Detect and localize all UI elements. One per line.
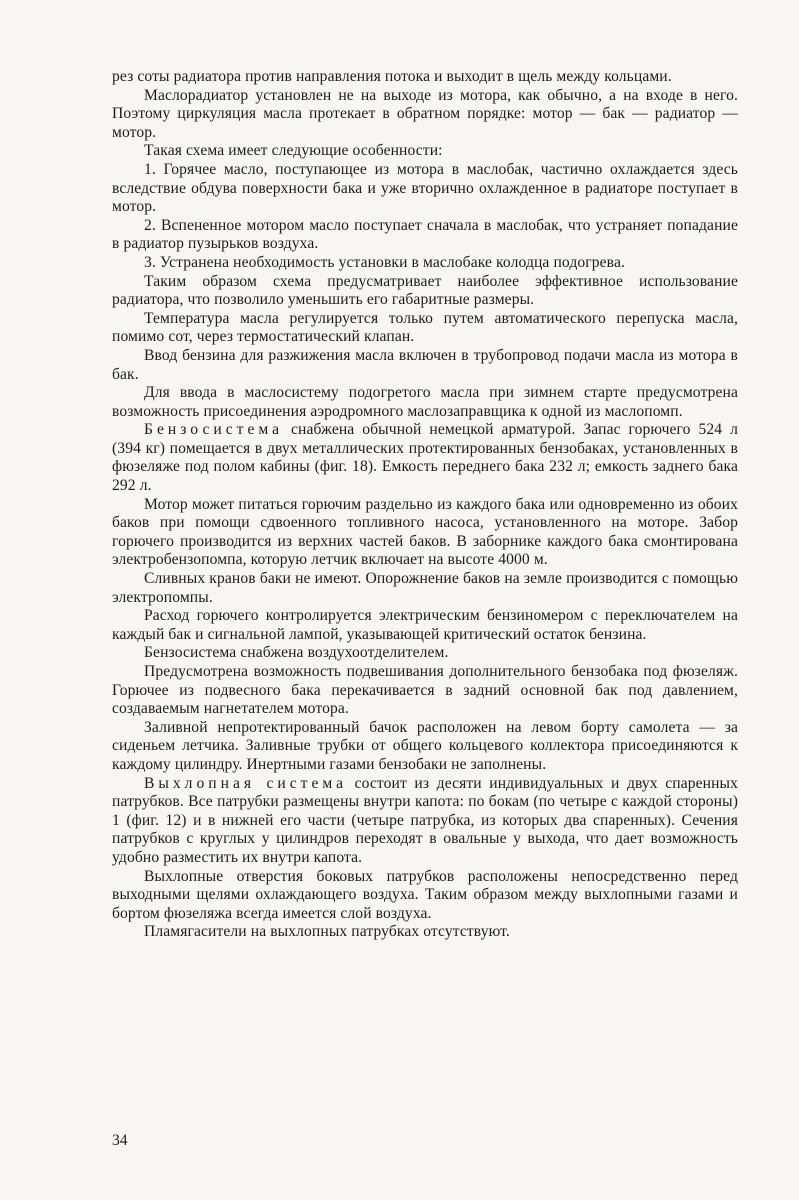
paragraph: Температура масла регулируется только путем автоматического перепуска масла, помимо сот, через термостатический клапан. [112,309,738,346]
paragraph: Пламягасители на выхлопных патрубках отсутствуют. [144,923,510,941]
paragraph: 3. Устранена необходимость установки в маслобаке колодца подогрева. [144,253,625,271]
section-lead: Бензосистема [144,421,284,439]
paragraph: Такая схема имеет следующие особенности: [144,142,443,160]
paragraph: Бензосистема снабжена обычной немецкой арматурой. Запас горючего 524 л (394 кг) помещается в двух металлических протектированных бензобаках, установленных в фюзеляже под полом кабины (фиг. 18). Емкость переднего бака 232 л; емкость заднего бака 292 л. [112,421,738,495]
paragraph: Мотор может питаться горючим раздельно из каждого бака или одновременно из обоих баков при помощи сдвоенного топливного насоса, установленного на моторе. Забор горючего производится из верхних частей баков. В заборнике каждого бака смонтирована электробензопомпа, которую летчик включает на высоте 4000 м. [112,495,738,569]
paragraph: Бензосистема снабжена воздухоотделителем. [144,644,449,662]
paragraph: 2. Вспененное мотором масло поступает сначала в маслобак, что устраняет попадание в радиатор пузырьков воздуха. [112,216,738,253]
section-lead: Выхлопная система [144,774,348,792]
page-number: 34 [112,1132,128,1149]
page-body [112,68,738,942]
paragraph: рез соты радиатора против направления потока и выходит в щель между кольцами. [112,68,672,85]
paragraph: Расход горючего контролируется электрическим бензиномером с переключателем на каждый бак и сигнальной лампой, указывающей критический остаток бензина. [112,607,738,643]
paragraph: Сливных кранов баки не имеют. Опорожнение баков на земле производится с помощью электропомпы. [112,570,738,606]
paragraph: Таким образом схема предусматривает наиболее эффективное использование радиатора, что позволило уменьшить его габаритные размеры. [112,272,738,309]
paragraph: Для ввода в маслосистему подогретого масла при зимнем старте предусмотрена возможность присоединения аэродромного маслозаправщика к одной из маслопомп. [112,384,738,420]
paragraph: Выхлопные отверстия боковых патрубков расположены непосредственно перед выходными щелями охлаждающего воздуха. Таким образом между выхлопными газами и бортом фюзеляжа всегда имеется слой воздуха. [112,867,738,922]
paragraph: 1. Горячее масло, поступающее из мотора в маслобак, частично охлаждается здесь вследствие обдува поверхности бака и уже вторично охлажденное в радиаторе поступает в мотор. [112,160,738,216]
paragraph: Ввод бензина для разжижения масла включен в трубопровод подачи масла из мотора в бак. [112,346,738,383]
paragraph: Маслорадиатор установлен не на выходе из мотора, как обычно, а на входе в него. Поэтому циркуляция масла протекает в обратном порядке: мотор — бак — радиатор — мотор. [112,86,738,141]
paragraph: Заливной непротектированный бачок расположен на левом борту самолета — за сиденьем летчика. Заливные трубки от общего кольцевого коллектора присоединяются к каждому цилиндру. Инертными газами бензобаки не заполнены. [112,718,738,773]
paragraph: Выхлопная система состоит из десяти индивидуальных и двух спаренных патрубков. Все патрубки размещены внутри капота: по бокам (по четыре с каждой стороны) 1 (фиг. 12) и в нижней его части (четыре патрубка, из которых два спаренных). Сечения патрубков с круглых у цилиндров переходят в овальные у выхода, что дает возможность удобно разместить их внутри капота. [112,774,738,866]
paragraph: Предусмотрена возможность подвешивания дополнительного бензобака под фюзеляж. Горючее из подвесного бака перекачивается в задний основной бак под давлением, создаваемым нагнетателем мотора. [112,663,738,718]
